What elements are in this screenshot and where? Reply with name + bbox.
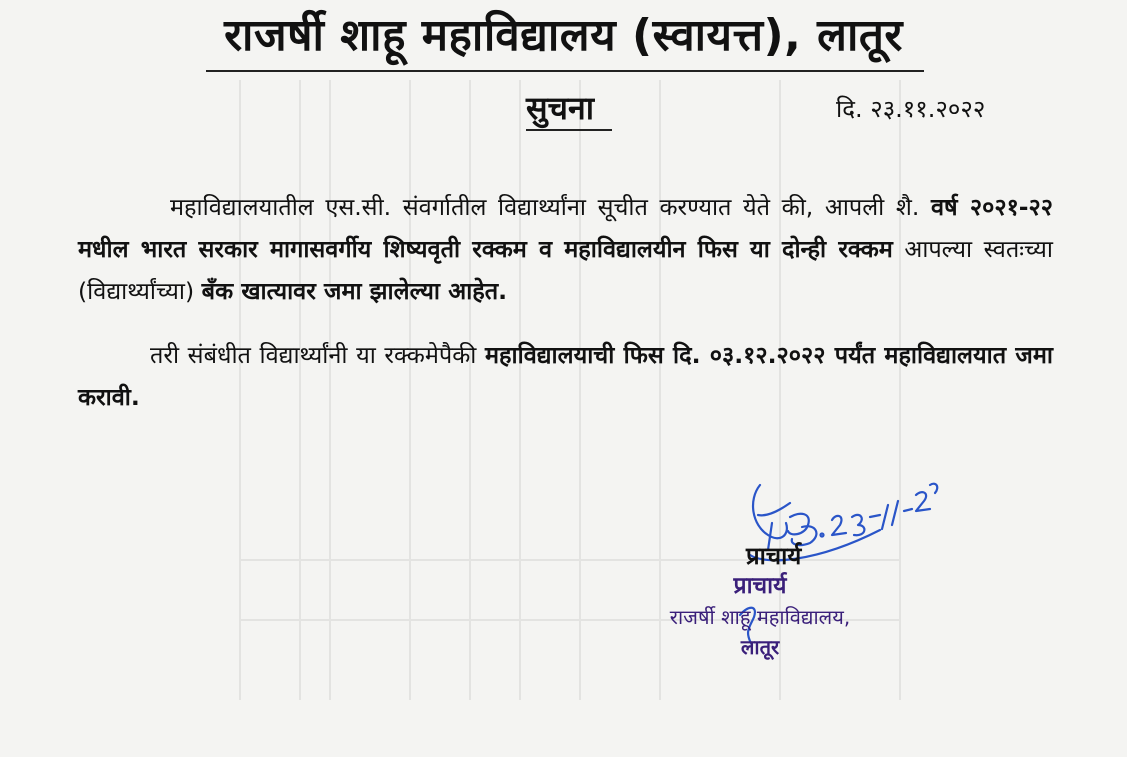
stamp-title: प्राचार्य [733,573,787,599]
p1-bold-b: बँक खात्यावर जमा झालेल्या आहेत. [201,277,508,305]
principal-stamp [640,570,880,662]
p1-bold-a: वर्ष २०२१-२२ मधील भारत सरकार मागासवर्गीय शिष्यवृती रक्कम व महाविद्यालयीन फिस या दोन्ही रक्कम [78,193,1053,263]
stamp-institution: राजर्षी शाहू महाविद्यालय, [669,605,851,629]
notice-paragraph-1 [78,186,1053,312]
notice-paragraph-2 [78,334,1053,418]
stamp-city: लातूर [740,635,780,659]
p1-text-b: आपल्या स्वतःच्या (विद्यार्थ्यांच्या) [78,235,1053,305]
title-underline [206,70,924,72]
notice-heading: सुचना [526,89,595,127]
p2-text: तरी संबंधीत विद्यार्थ्यांनी या रक्कमेपैकी [150,341,485,369]
notice-heading-underline [526,129,612,131]
notice-date: दि. २३.११.२०२२ [836,95,986,123]
p1-text-a: महाविद्यालयातील एस.सी. संवर्गातील विद्यार्थ्यांना सूचीत करण्यात येते की, आपली शै. [170,193,931,221]
principal-designation: प्राचार्य [746,542,802,570]
college-title: राजर्षी शाहू महाविद्यालय (स्वायत्त), लातूर [224,10,903,61]
p2-bold: महाविद्यालयाची फिस दि. ०३.१२.२०२२ पर्यंत महाविद्यालयात जमा करावी. [78,341,1053,411]
